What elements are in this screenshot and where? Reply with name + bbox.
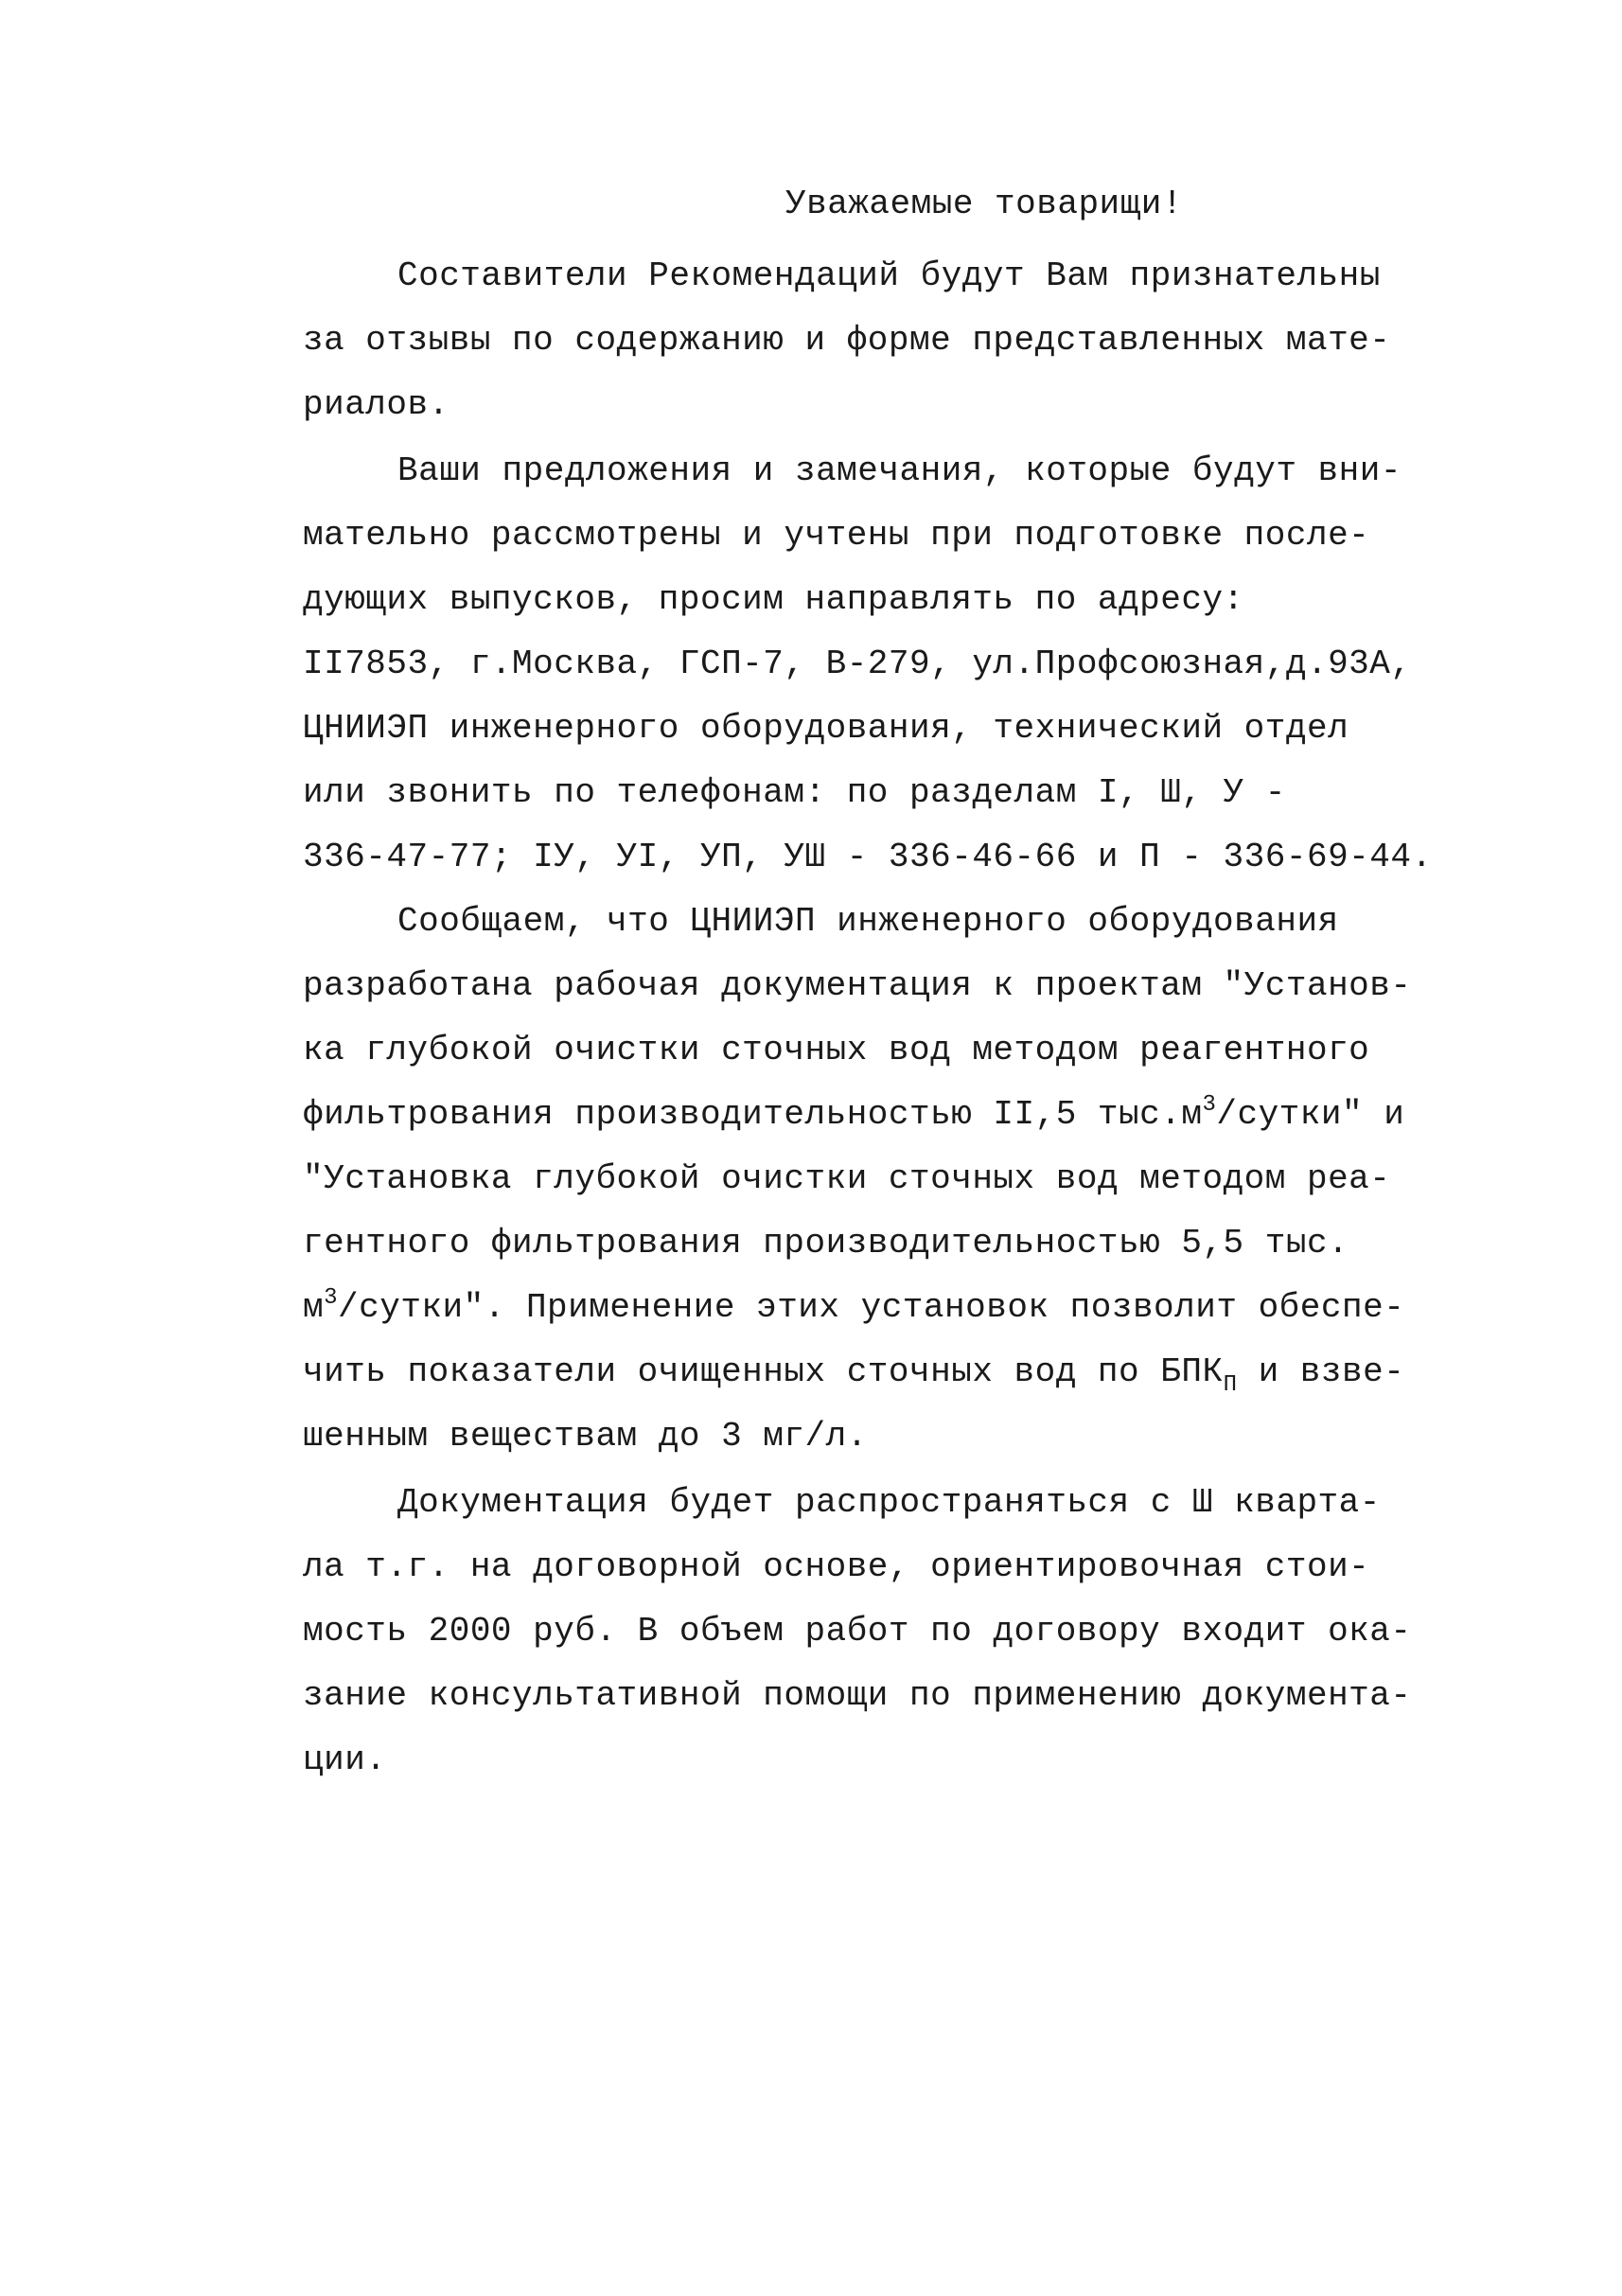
paragraph-1-line-3: риалов. (303, 385, 450, 424)
paragraph-3-line-1: Сообщаем, что ЦНИИЭП инженерного оборудования (397, 902, 1339, 941)
letter-heading: Уважаемые товарищи! (785, 185, 1183, 223)
line-7-text-a: м (303, 1288, 325, 1327)
paragraph-3-line-3: ка глубокой очистки сточных вод методом реагентного (303, 1031, 1370, 1069)
paragraph-3-line-4 (303, 1092, 1405, 1134)
paragraph-1-line-2: за отзывы по содержанию и форме представленных мате- (303, 321, 1391, 360)
phone-line-2: 336-47-77; IУ, УI, УП, УШ - 336-46-66 и П - 336-69-44. (303, 838, 1433, 876)
bpk-subscript: П (1223, 1372, 1238, 1398)
institute-line: ЦНИИЭП инженерного оборудования, технический отдел (303, 709, 1349, 748)
paragraph-4-line-4: зание консультативной помощи по применению документа- (303, 1676, 1412, 1715)
paragraph-4-line-1: Документация будет распространяться с Ш кварта- (397, 1483, 1381, 1522)
line-7-text-b: /сутки". Применение этих установок позволит обеспе- (338, 1288, 1405, 1327)
paragraph-4-line-3: мость 2000 руб. В объем работ по договору входит ока- (303, 1612, 1412, 1651)
address-line: II7853, г.Москва, ГСП-7, В-279, ул.Профсоюзная,д.93А, (303, 645, 1412, 683)
paragraph-3-line-7 (303, 1285, 1405, 1327)
paragraph-2-line-2: мательно рассмотрены и учтены при подготовке после- (303, 516, 1370, 555)
cubic-superscript: 3 (1202, 1092, 1217, 1118)
line-8-text-b: и взве- (1237, 1352, 1405, 1391)
paragraph-2-line-1: Ваши предложения и замечания, которые будут вни- (397, 451, 1402, 490)
phone-line-1: или звонить по телефонам: по разделам I, Ш, У - (303, 773, 1286, 812)
line-4-text-b: /сутки" и (1216, 1095, 1405, 1134)
cubic-superscript: 3 (324, 1285, 339, 1311)
paragraph-2-line-3: дующих выпусков, просим направлять по адресу: (303, 580, 1244, 619)
paragraph-3-line-9: шенным веществам до 3 мг/л. (303, 1417, 868, 1456)
paragraph-1-line-1: Составители Рекомендаций будут Вам признательны (397, 256, 1381, 295)
line-8-text-a: чить показатели очищенных сточных вод по БПК (303, 1352, 1224, 1391)
paragraph-4-line-2: ла т.г. на договорной основе, ориентировочная стои- (303, 1547, 1370, 1586)
line-4-text-a: фильтрования производительностью II,5 тыс.м (303, 1095, 1203, 1134)
paragraph-3-line-5: "Установка глубокой очистки сточных вод методом реа- (303, 1159, 1391, 1198)
paragraph-4-line-5: ции. (303, 1740, 387, 1779)
paragraph-3-line-6: гентного фильтрования производительностью 5,5 тыс. (303, 1224, 1349, 1263)
paragraph-3-line-8 (303, 1352, 1405, 1398)
paragraph-3-line-2: разработана рабочая документация к проектам "Установ- (303, 966, 1412, 1005)
